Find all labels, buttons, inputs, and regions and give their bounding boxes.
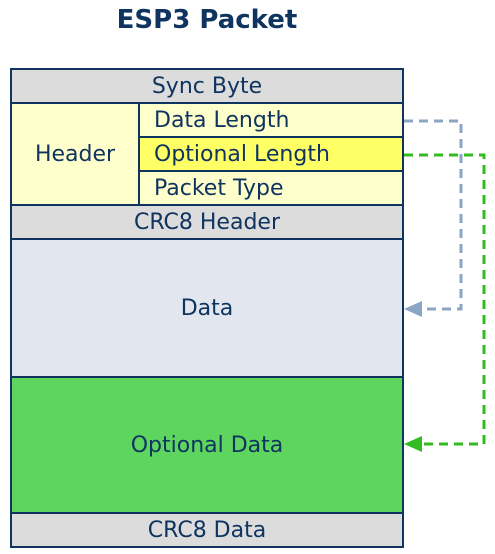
optional-length-arrow-line (404, 155, 484, 444)
optional-length-arrow (404, 155, 484, 452)
data-length-arrow-line (404, 121, 461, 309)
optional-data-field: Optional Data (10, 376, 404, 514)
diagram-title: ESP3 Packet (116, 5, 298, 35)
crc8-header-field: CRC8 Header (10, 204, 404, 240)
data-length-arrow (404, 121, 461, 317)
packet-type-field: Packet Type (138, 170, 404, 206)
optional-length-arrowhead (404, 436, 422, 452)
data-field: Data (10, 238, 404, 378)
crc8-data-field: CRC8 Data (10, 512, 404, 548)
data-length-arrowhead (404, 301, 422, 317)
sync-byte-field: Sync Byte (10, 68, 404, 104)
optional-length-field: Optional Length (138, 136, 404, 172)
header-group-label: Header (10, 102, 140, 206)
data-length-field: Data Length (138, 102, 404, 138)
